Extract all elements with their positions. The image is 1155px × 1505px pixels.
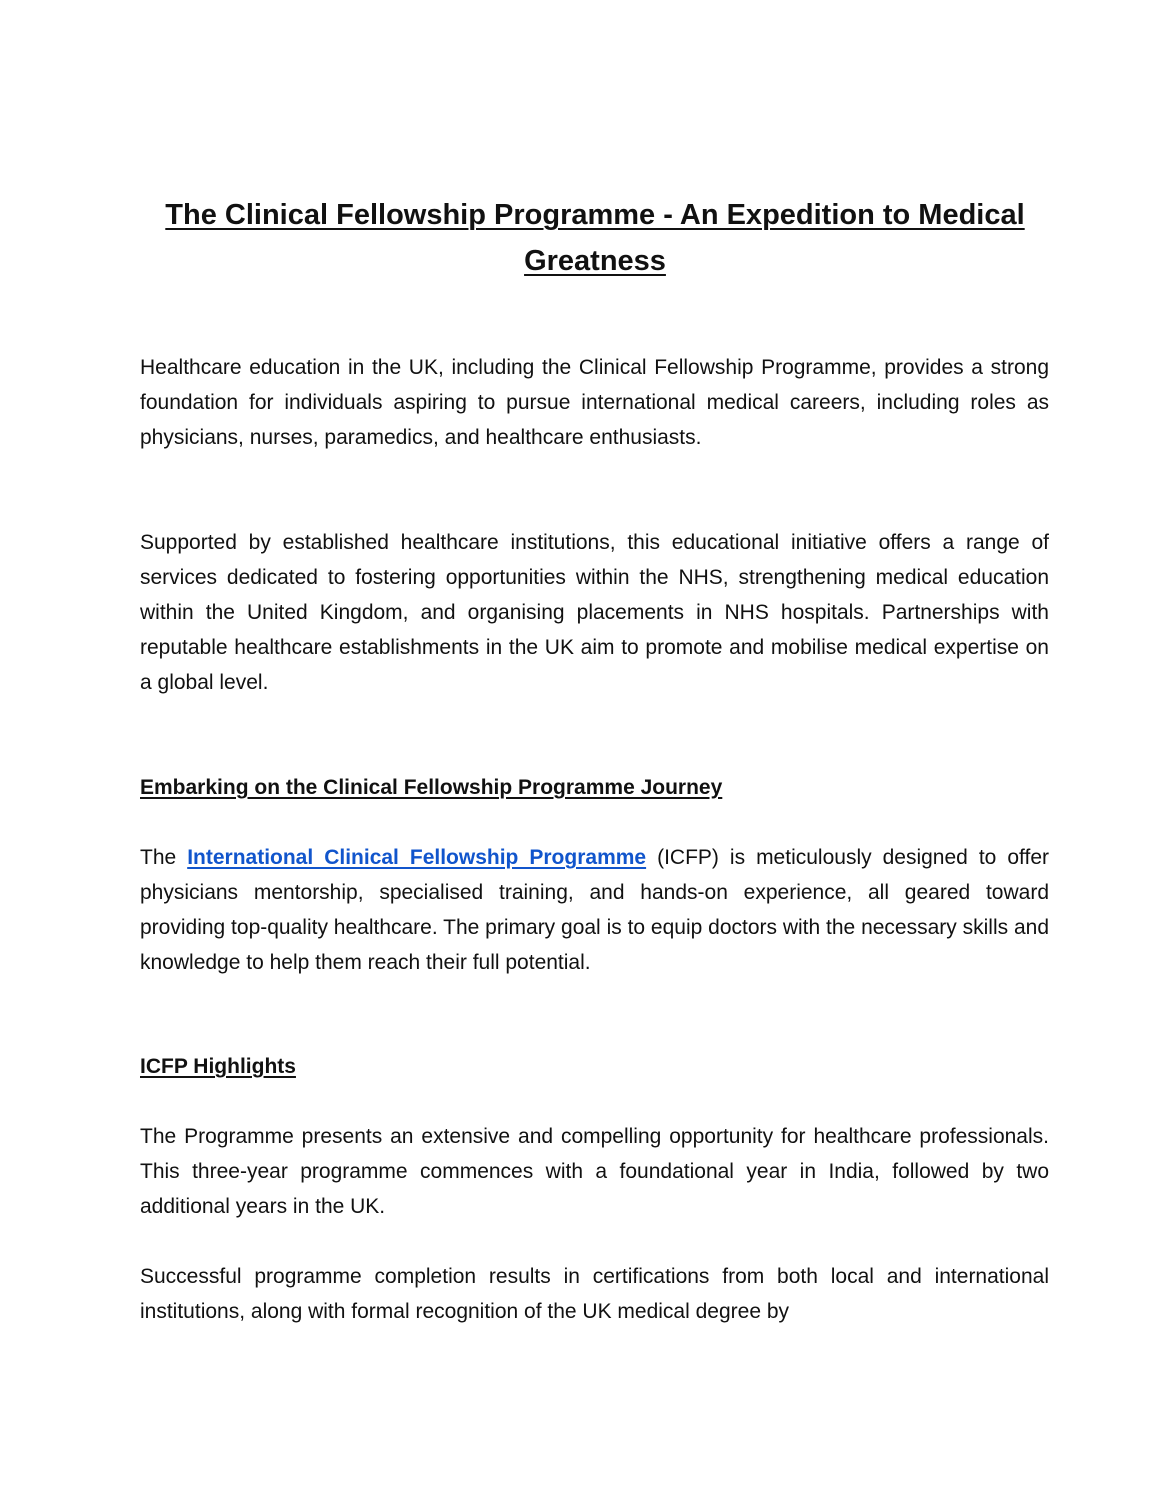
paragraph-icfp-suffix: (ICFP) is meticulously designed to offer physicians mentorship, specialised training, and hands-on experience, all geared toward providing top-quality healthcare. The primary goal is to equip doctors with the necessary skills and knowledge to help them reach their full potential. bbox=[140, 846, 1049, 974]
paragraph-icfp bbox=[140, 840, 1049, 980]
paragraph-support: Supported by established healthcare institutions, this educational initiative offers a range of services dedicated to fostering opportunities within the NHS, strengthening medical education within the United Kingdom, and organising placements in NHS hospitals. Partnerships with reputable healthcare establishments in the UK aim to promote and mobilise medical expertise on a global level. bbox=[140, 531, 1049, 694]
paragraph-completion: Successful programme completion results in certifications from both local and international institutions, along with formal recognition of the UK medical degree by bbox=[140, 1265, 1049, 1323]
paragraph-intro: Healthcare education in the UK, including the Clinical Fellowship Programme, provides a strong foundation for individuals aspiring to pursue international medical careers, including roles as physicians, nurses, paramedics, and healthcare enthusiasts. bbox=[140, 356, 1049, 449]
section-heading-journey: Embarking on the Clinical Fellowship Programme Journey bbox=[140, 776, 723, 799]
section-heading-highlights: ICFP Highlights bbox=[140, 1055, 296, 1078]
page-title: The Clinical Fellowship Programme - An Expedition to Medical Greatness bbox=[165, 199, 1025, 277]
icfp-link[interactable]: International Clinical Fellowship Programme bbox=[187, 846, 647, 869]
paragraph-icfp-prefix: The bbox=[140, 846, 188, 869]
paragraph-programme: The Programme presents an extensive and compelling opportunity for healthcare professionals. This three-year programme commences with a foundational year in India, followed by two additional years in the UK. bbox=[140, 1125, 1049, 1218]
